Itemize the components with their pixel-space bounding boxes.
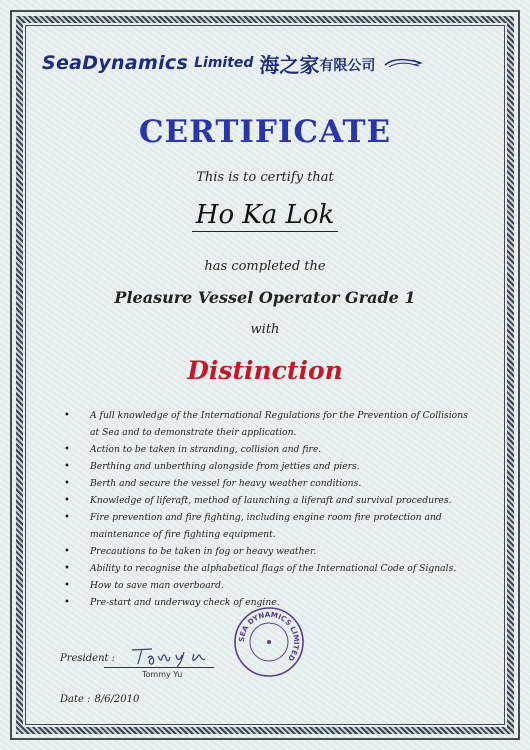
list-item: • Ability to recognise the alphabetical flags of the International Code of Signals. <box>62 560 472 577</box>
stamp-text: SEA DYNAMICS LIMITED <box>236 609 302 663</box>
president-label: President : <box>60 653 116 664</box>
company-suffix-en: Limited <box>194 55 254 71</box>
date-label: Date : <box>60 694 91 705</box>
list-item: • A full knowledge of the International Regulations for the Prevention of Collisions at Sea and to demonstrate their application. <box>62 407 472 441</box>
recipient-name <box>40 200 490 230</box>
company-name-en: SeaDynamics <box>42 52 189 74</box>
list-item: • Pre-start and underway check of engine. <box>62 594 472 611</box>
list-item: • How to save man overboard. <box>62 577 472 594</box>
company-seal-stamp <box>233 606 305 678</box>
certify-line: This is to certify that <box>196 170 334 185</box>
date-row <box>60 694 139 705</box>
list-item: • Berthing and unberthing alongside from jetties and piers. <box>62 458 472 475</box>
company-suffix-zh: 有限公司 <box>319 58 376 74</box>
list-item: • Berth and secure the vessel for heavy weather conditions. <box>62 475 472 492</box>
company-header <box>42 46 492 80</box>
list-item: • Precautions to be taken in fog or heavy weather. <box>62 543 472 560</box>
grade-distinction: Distinction <box>187 356 343 385</box>
svg-text:SEA DYNAMICS LIMITED <box>237 610 301 663</box>
competency-list <box>62 407 472 611</box>
date-value: 8/6/2010 <box>94 694 140 705</box>
course-name: Pleasure Vessel Operator Grade 1 <box>114 288 416 307</box>
list-item: • Fire prevention and fire fighting, including engine room fire protection and maintenance of fire fighting equipment. <box>62 509 472 543</box>
signatory-name: Tommy Yu <box>142 670 183 679</box>
list-item: • Knowledge of liferaft, method of launching a liferaft and survival procedures. <box>62 492 472 509</box>
wave-logo-icon <box>383 55 423 71</box>
signature-line <box>104 667 214 668</box>
list-item: • Action to be taken in stranding, collision and fire. <box>62 441 472 458</box>
with-line: with <box>250 322 280 337</box>
recipient-name-text: Ho Ka Lok <box>192 200 338 232</box>
certificate-title: CERTIFICATE <box>138 114 392 150</box>
company-name-zh: 海之家 <box>259 52 320 77</box>
completed-line: has completed the <box>204 259 326 274</box>
